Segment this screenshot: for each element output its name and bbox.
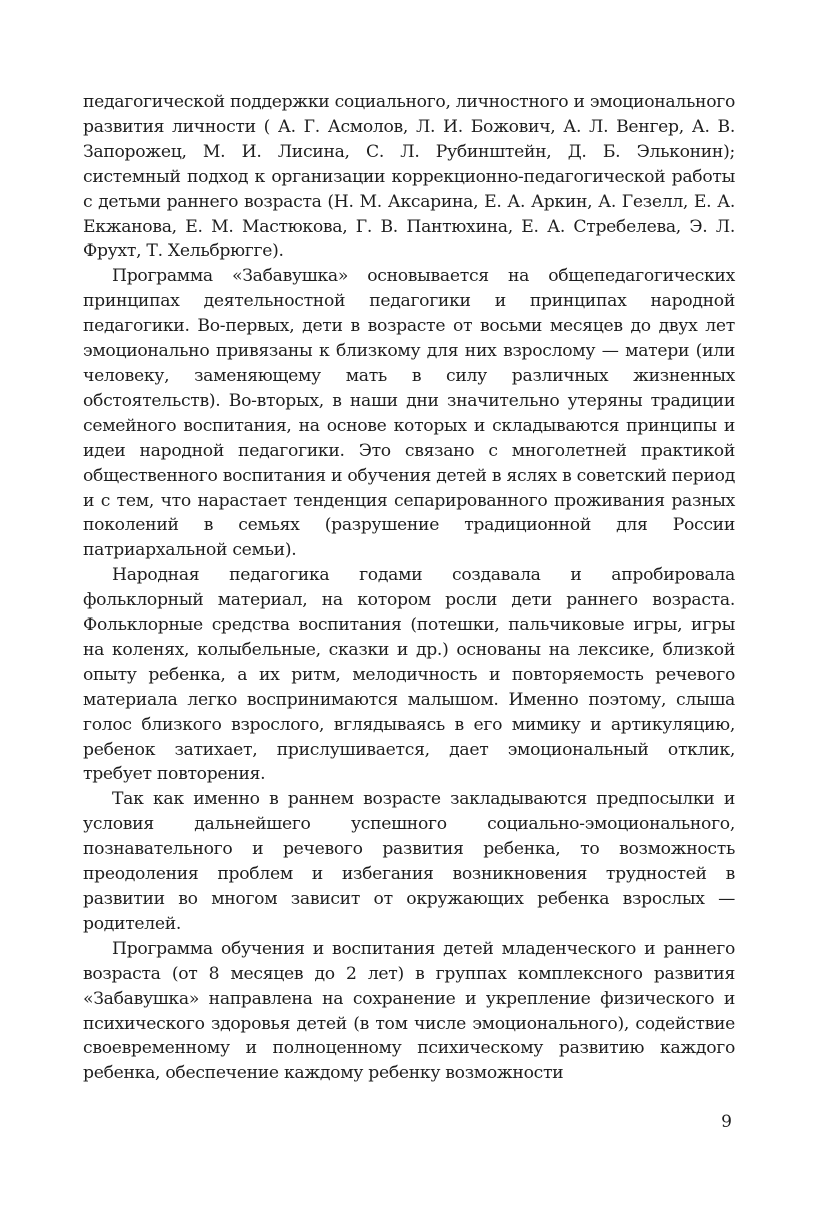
paragraph-program-principles: Программа «Забавушка» основывается на общепедагогических принципах деятельностной педагогики и принципах народной педагогики. Во-первых, дети в возрасте от восьми месяцев до двух лет эмоционально привязаны к близкому для них взрослому — матери (или человеку, заменяющему мать в силу различных жизненных обстоятельств). Во-вторых, в наши дни значительно утеряны традиции семейного воспитания, на основе которых и складываются принципы и идеи народной педагогики. Это связано с многолетней практикой общественного воспитания и обучения детей в яслях в советский период и с тем, что нарастает тенденция сепарированного проживания разных поколений в семьях (разрушение традиционной для России патриархальной семьи). (83, 266, 735, 561)
body-text (83, 90, 735, 1086)
paragraph-program-goals: Программа обучения и воспитания детей младенческого и раннего возраста (от 8 месяцев до 2 лет) в группах комплексного развития «Забавушка» направлена на сохранение и укрепление физического и психического здоровья детей (в том числе эмоционального), содействие своевременному и полноценному психическому развитию каждого ребенка, обеспечение каждому ребенку возможности (83, 938, 735, 1084)
paragraph-folk-pedagogy: Народная педагогика годами создавала и апробировала фольклорный материал, на котором росли дети раннего возраста. Фольклорные средства воспитания (потешки, пальчиковые игры, игры на коленях, колыбельные, сказки и др.) основаны на лексике, близкой опыту ребенка, а их ритм, мелодичность и повторяемость речевого материала легко воспринимаются малышом. Именно поэтому, слыша голос близкого взрослого, вглядываясь в его мимику и артикуляцию, ребенок затихает, прислушивается, дает эмоциональный отклик, требует повторения. (83, 565, 735, 785)
page-number: 9 (721, 1112, 732, 1132)
paragraph-early-age: Так как именно в раннем возрасте закладываются предпосылки и условия дальнейшего успешного социально-эмоционального, познавательного и речевого развития ребенка, то возможность преодоления проблем и избегания возникновения трудностей в развитии во многом зависит от окружающих ребенка взрослых — родителей. (83, 789, 735, 934)
paragraph-continuation: педагогической поддержки социального, личностного и эмоционального развития личности ( А. Г. Асмолов, Л. И. Божович, А. Л. Венгер, А. В. Запорожец, М. И. Лисина, С. Л. Рубинштейн, Д. Б. Эльконин); системный подход к организации коррекционно-педагогической работы с детьми раннего возраста (Н. М. Аксарина, Е. А. Аркин, А. Гезелл, Е. А. Екжанова, Е. М. Мастюкова, Г. В. Пантюхина, Е. А. Стребелева, Э. Л. Фрухт, Т. Хельбрюгге). (83, 92, 735, 262)
